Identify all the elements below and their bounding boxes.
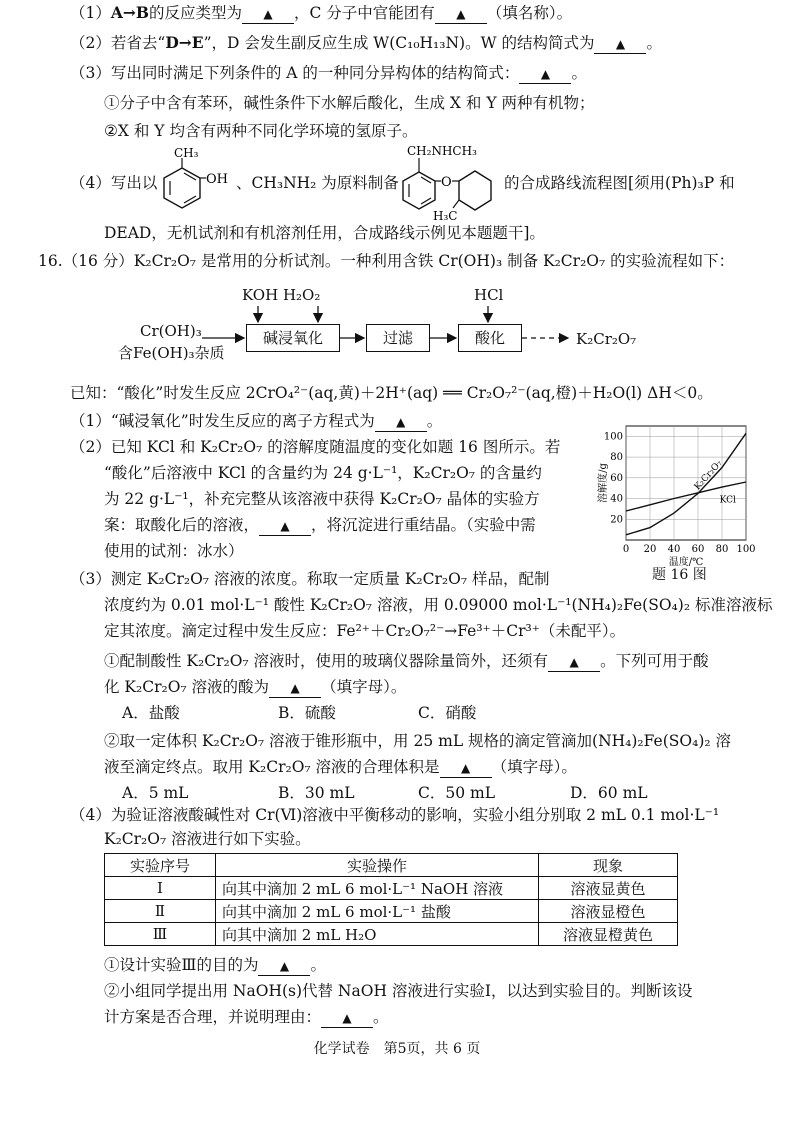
target-molecule-structure <box>395 140 515 222</box>
q16-part3-l4: ①配制酸性 K₂Cr₂O₇ 溶液时，使用的玻璃仪器除量筒外，还须有 ▲ 。下列可用于酸 <box>104 652 709 670</box>
table-header: 实验序号 <box>105 854 216 877</box>
q16-known-reaction: 已知：“酸化”时发生反应 2CrO₄²⁻(aq,黄)＋2H⁺(aq) ══ Cr₂O₇²⁻(aq,橙)＋H₂O(l) ΔH＜0。 <box>70 384 713 402</box>
x-tick-label: 100 <box>736 544 756 555</box>
table-cell: 向其中滴加 2 mL H₂O <box>216 923 539 946</box>
q16-part4-l2: K₂Cr₂O₇ 溶液进行如下实验。 <box>104 830 311 848</box>
methyl-label: CH₃ <box>174 146 199 160</box>
q16-part3-l2: 浓度约为 0.01 mol·L⁻¹ 酸性 K₂Cr₂O₇ 溶液，用 0.09000 mol·L⁻¹(NH₄)₂Fe(SO₄)₂ 标准溶液标 <box>104 596 773 614</box>
table-row <box>105 877 678 900</box>
start-impurity: 含Fe(OH)₃杂质 <box>118 344 225 362</box>
y-tick-label: 20 <box>610 514 623 526</box>
series-label-kcl: KCl <box>719 495 736 506</box>
acid-option-b: B．硫酸 <box>278 704 336 722</box>
x-tick-label: 80 <box>715 544 729 555</box>
acid-option-a: A．盐酸 <box>122 704 180 722</box>
answer-blank[interactable]: ▲ <box>269 678 321 698</box>
y-tick-label: 100 <box>603 431 623 443</box>
q16-heading: 16.（16 分）K₂Cr₂O₇ 是常用的分析试剂。一种利用含铁 Cr(OH)₃ 制备 K₂Cr₂O₇ 的实验流程如下： <box>38 252 735 270</box>
q15-part4-line1: （4）写出以 <box>70 174 158 192</box>
step-alkaline-oxidation: 碱浸氧化 <box>246 324 340 352</box>
figure-caption: 题 16 图 <box>652 567 707 583</box>
page-footer: 化学试卷 第5页，共 6 页 <box>313 1041 481 1057</box>
q15-condition-1: ①分子中含有苯环，碱性条件下水解后酸化，生成 X 和 Y 两种有机物； <box>104 94 595 112</box>
q16-part1: （1）“碱浸氧化”时发生反应的离子方程式为 ▲ 。 <box>70 412 443 430</box>
answer-blank[interactable]: ▲ <box>375 412 427 432</box>
reagent-hcl: HCl <box>474 286 504 304</box>
q15-part2: （2）若省去“D→E”，D 会发生副反应生成 W(C₁₀H₁₃N)。W 的结构简式为 ▲ 。 <box>70 33 662 52</box>
q16-part3-l1: （3）测定 K₂Cr₂O₇ 溶液的浓度。称取一定质量 K₂Cr₂O₇ 样品，配制 <box>70 570 550 588</box>
h3c-label: H₃C <box>433 209 458 222</box>
y-axis-label: 溶解度/g <box>598 463 609 503</box>
q16-part4-q1: ①设计实验Ⅲ的目的为 ▲ 。 <box>104 956 326 974</box>
answer-blank[interactable]: ▲ <box>321 1008 373 1028</box>
answer-blank[interactable]: ▲ <box>242 4 294 24</box>
q16-part3-l5: 化 K₂Cr₂O₇ 溶液的酸为 ▲ （填字母）。 <box>104 678 407 696</box>
answer-blank[interactable]: ▲ <box>440 758 492 778</box>
solubility-chart <box>596 418 756 580</box>
answer-blank[interactable]: ▲ <box>259 516 311 536</box>
step-filtration: 过滤 <box>366 324 430 352</box>
answer-blank[interactable]: ▲ <box>435 4 487 24</box>
q16-part4-q2-l1: ②小组同学提出用 NaOH(s)代替 NaOH 溶液进行实验Ⅰ，以达到实验目的。判断该设 <box>104 982 693 1000</box>
y-tick-label: 80 <box>610 452 623 464</box>
table-cell: 溶液显黄色 <box>539 877 678 900</box>
q16-part2-l5: 使用的试剂：冰水） <box>104 542 244 560</box>
q15-condition-2: ②X 和 Y 均含有两种不同化学环境的氢原子。 <box>104 122 418 140</box>
table-cell: Ⅲ <box>105 923 216 946</box>
q16-part2-l4: 案：取酸化后的溶液， ▲ ，将沉淀进行重结晶。（实验中需 <box>104 516 536 534</box>
y-tick-label: 40 <box>610 493 623 505</box>
x-axis-label: 温度/℃ <box>668 557 704 568</box>
table-row <box>105 923 678 946</box>
q16-part2-l2: “酸化”后溶液中 KCl 的含量约为 24 g·L⁻¹，K₂Cr₂O₇ 的含量约 <box>104 464 542 482</box>
q16-part3-l6: ②取一定体积 K₂Cr₂O₇ 溶液于锥形瓶中，用 25 mL 规格的滴定管滴加(NH₄)₂Fe(SO₄)₂ 溶 <box>104 732 732 750</box>
volume-option-c: C．50 mL <box>418 784 496 802</box>
x-tick-label: 0 <box>622 544 630 555</box>
y-tick-label: 60 <box>610 472 623 484</box>
series-line-k2cr2o7 <box>626 433 746 535</box>
q16-part4-l1: （4）为验证溶液酸碱性对 Cr(Ⅵ)溶液中平衡移动的影响，实验小组分别取 2 mL 0.1 mol·L⁻¹ <box>70 806 720 824</box>
q16-part3-l3: 定其浓度。滴定过程中发生反应：Fe²⁺＋Cr₂O₇²⁻→Fe³⁺＋Cr³⁺（未配平）。 <box>104 622 626 640</box>
table-cell: 溶液显橙黄色 <box>539 923 678 946</box>
volume-option-d: D．60 mL <box>570 784 648 802</box>
table-cell: 向其中滴加 2 mL 6 mol·L⁻¹ 盐酸 <box>216 900 539 923</box>
o-cresol-structure <box>150 146 240 216</box>
final-product: K₂Cr₂O₇ <box>576 330 637 348</box>
volume-option-a: A．5 mL <box>122 784 189 802</box>
table-header: 实验操作 <box>216 854 539 877</box>
q15-part4-reagents: 、CH₃NH₂ 为原料制备 <box>236 174 399 192</box>
experiment-table <box>104 853 678 946</box>
table-row <box>105 900 678 923</box>
volume-option-b: B．30 mL <box>278 784 355 802</box>
q16-part3-l7: 液至滴定终点。取用 K₂Cr₂O₇ 溶液的合理体积是 ▲ （填字母）。 <box>104 758 577 776</box>
answer-blank[interactable]: ▲ <box>594 34 646 54</box>
x-tick-label: 60 <box>691 544 705 555</box>
table-cell: 向其中滴加 2 mL 6 mol·L⁻¹ NaOH 溶液 <box>216 877 539 900</box>
ether-oxygen-label: O <box>441 175 452 190</box>
q15-part4-line2: DEAD，无机试剂和有机溶剂任用，合成路线示例见本题题干]。 <box>104 224 545 242</box>
x-tick-label: 40 <box>667 544 681 555</box>
ch2nhch3-label: CH₂NHCH₃ <box>407 144 477 158</box>
table-cell: 溶液显橙色 <box>539 900 678 923</box>
answer-blank[interactable]: ▲ <box>519 64 571 84</box>
q15-part3: （3）写出同时满足下列条件的 A 的一种同分异构体的结构简式： ▲ 。 <box>70 64 587 82</box>
table-cell: Ⅱ <box>105 900 216 923</box>
acid-option-c: C．硝酸 <box>418 704 477 722</box>
series-label-k2cr2o7: K₂Cr₂O₇ <box>692 458 725 493</box>
step-acidification: 酸化 <box>458 324 522 352</box>
q15-part1: （1）A→B的反应类型为 ▲ ，C 分子中官能团有 ▲ （填名称）。 <box>70 3 573 22</box>
hydroxyl-label: OH <box>206 172 228 187</box>
reagent-koh-h2o2: KOH H₂O₂ <box>242 286 321 304</box>
answer-blank[interactable]: ▲ <box>548 652 600 672</box>
table-cell: Ⅰ <box>105 877 216 900</box>
q15-part4-condition: 的合成路线流程图[须用(Ph)₃P 和 <box>504 174 735 192</box>
table-header: 现象 <box>539 854 678 877</box>
q16-part2-l3: 为 22 g·L⁻¹，补充完整从该溶液中获得 K₂Cr₂O₇ 晶体的实验方 <box>104 490 540 508</box>
start-material: Cr(OH)₃ <box>140 322 202 340</box>
table-header-row <box>105 854 678 877</box>
q16-part4-q2-l2: 计方案是否合理，并说明理由： ▲ 。 <box>104 1008 389 1026</box>
plot-frame <box>626 426 746 540</box>
answer-blank[interactable]: ▲ <box>258 956 310 976</box>
x-tick-label: 20 <box>643 544 657 555</box>
q16-part2-l1: （2）已知 KCl 和 K₂Cr₂O₇ 的溶解度随温度的变化如题 16 图所示。若 <box>70 438 561 456</box>
flow-arrows <box>0 300 794 360</box>
